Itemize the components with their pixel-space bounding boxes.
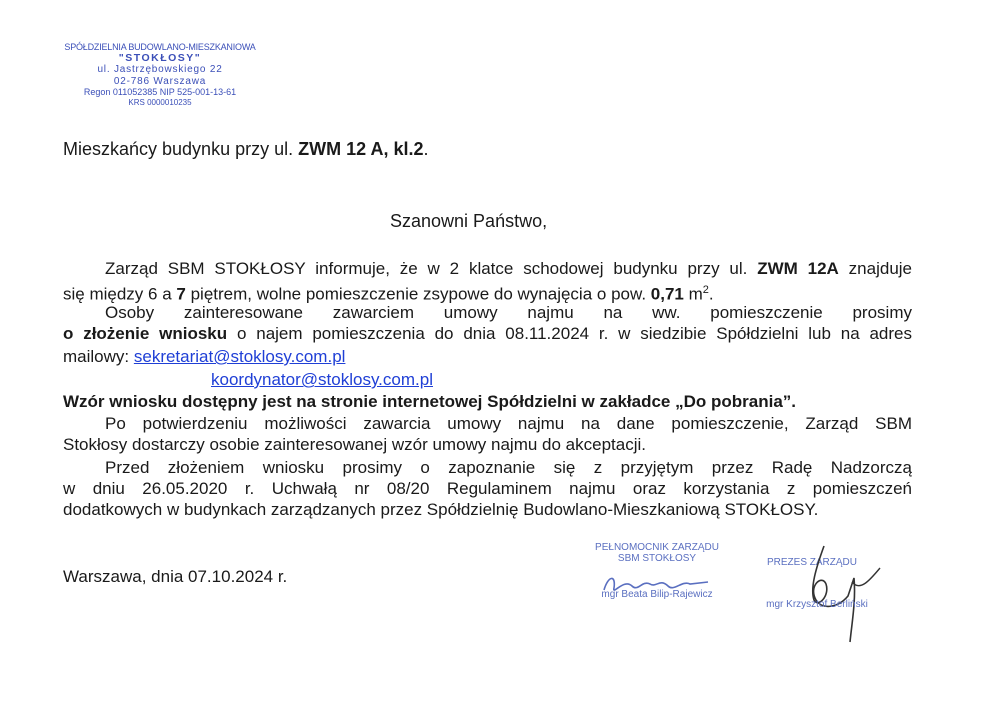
- p1-unit: m: [683, 284, 703, 304]
- p1-text-d: się między 6 a: [63, 284, 177, 304]
- date-line: Warszawa, dnia 07.10.2024 r.: [63, 567, 288, 586]
- proxy-title: PEŁNOMOCNIK ZARZĄDU: [595, 542, 719, 553]
- stamp-line-brand: "STOKŁOSY": [118, 52, 202, 65]
- addressee-suffix: .: [423, 139, 429, 159]
- p1-text-c: znajduje: [838, 259, 913, 278]
- mail-label: mailowy:: [63, 347, 134, 366]
- paragraph-regulations-line3: dodatkowych w budynkach zarządzanych przez Spółdzielnię Budowlano-Mieszkaniową STOKŁOSY.: [63, 500, 819, 519]
- president-name: mgr Krzysztof Berliński: [766, 599, 868, 610]
- greeting: Szanowni Państwo,: [390, 211, 548, 231]
- signature-scribble-president: [790, 538, 890, 648]
- proxy-org: SBM STOKŁOSY: [617, 553, 697, 564]
- signature-block-proxy: [572, 542, 742, 564]
- president-title: PREZES ZARZĄDU: [766, 557, 857, 568]
- p1-text-a: Zarząd SBM STOKŁOSY informuje, że w 2 klatce schodowej budynku przy ul.: [105, 259, 758, 278]
- paragraph-contract-line1: Po potwierdzeniu możliwości zawarcia umowy najmu na dane pomieszczenie, Zarząd SBM: [105, 414, 912, 433]
- email-link-koordynator[interactable]: koordynator@stoklosy.com.pl: [211, 370, 433, 389]
- cooperative-stamp: [60, 42, 260, 105]
- addressee-line: [63, 139, 428, 160]
- paragraph-regulations-line1: Przed złożeniem wniosku prosimy o zapoznanie się z przyjętym przez Radę Nadzorczą: [105, 458, 912, 477]
- p1-area: 0,71: [650, 284, 684, 304]
- p2-rest: o najem pomieszczenia do dnia 08.11.2024 r. w siedzibie Spółdzielni lub na adres: [227, 324, 913, 343]
- paragraph-announcement-line2: [63, 280, 912, 305]
- stamp-line-regon-nip: Regon 011052385 NIP 525-001-13-61: [83, 87, 237, 98]
- paragraph-apply-line1: Osoby zainteresowane zawarciem umowy najmu na ww. pomieszczenie prosimy: [105, 303, 912, 322]
- stamp-line-city: 02-786 Warszawa: [113, 75, 207, 87]
- download-notice: Wzór wniosku dostępny jest na stronie internetowej Spółdzielni w zakładce „Do pobrania”.: [63, 392, 797, 411]
- email-row-2: [211, 370, 433, 390]
- p2-bold: o złożenie wniosku: [63, 324, 228, 343]
- proxy-name: mgr Beata Bilip-Rajewicz: [601, 589, 713, 600]
- addressee-building: ZWM 12 A, kl.2: [298, 139, 424, 159]
- stamp-line-krs: KRS 0000010235: [128, 97, 192, 105]
- p1-unit-sup: 2: [702, 284, 709, 296]
- p1-floor: 7: [176, 284, 186, 304]
- paragraph-apply-line3: [63, 347, 912, 368]
- p1-address: ZWM 12A: [757, 259, 839, 278]
- email-link-sekretariat[interactable]: sekretariat@stoklosy.com.pl: [133, 347, 346, 366]
- addressee-prefix: Mieszkańcy budynku przy ul.: [63, 139, 299, 159]
- paragraph-apply-line2: [63, 324, 912, 345]
- stamp-line-street: ul. Jastrzębowskiego 22: [97, 64, 223, 76]
- stamp-line-name: SPÓŁDZIELNIA BUDOWLANO-MIESZKANIOWA: [64, 42, 256, 52]
- paragraph-announcement-line1: [63, 259, 912, 280]
- paragraph-contract-line2: Stokłosy dostarczy osobie zainteresowanej wzór umowy najmu do akceptacji.: [63, 435, 646, 454]
- p1-text-i: .: [708, 284, 714, 304]
- paragraph-regulations-line2: w dniu 26.05.2020 r. Uchwałą nr 08/20 Regulaminem najmu oraz korzystania z pomieszczeń: [63, 479, 912, 498]
- p1-text-f: piętrem, wolne pomieszczenie zsypowe do wynajęcia o pow.: [185, 284, 651, 304]
